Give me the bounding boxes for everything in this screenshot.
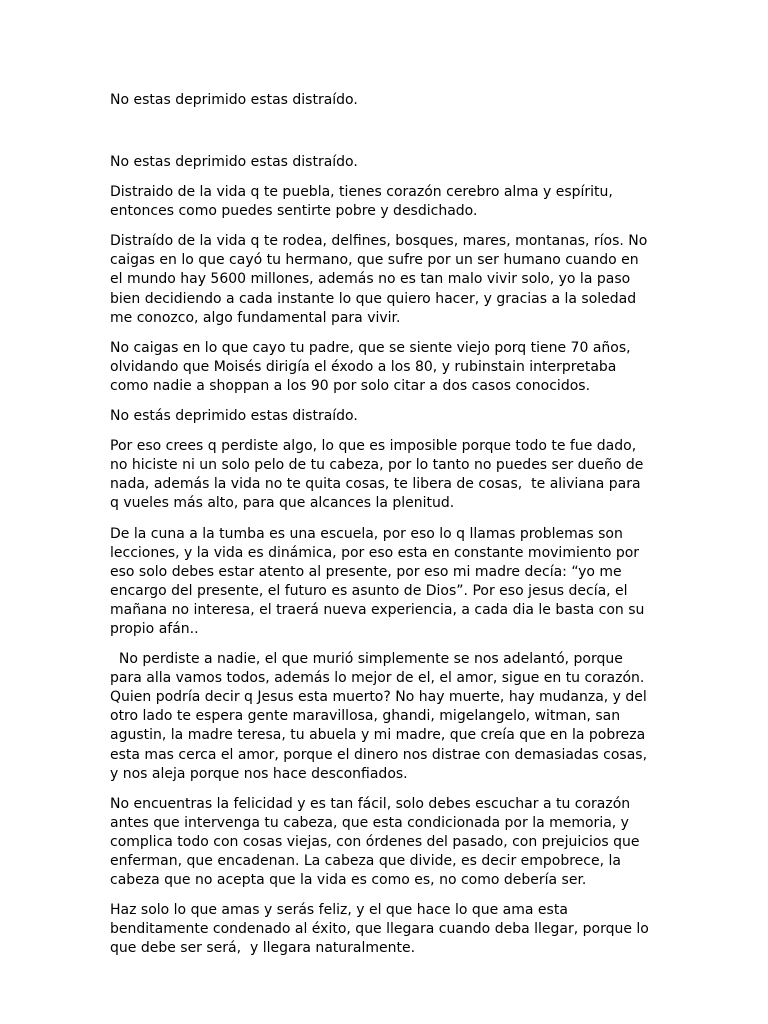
text-line: como nadie a shoppan a los 90 por solo citar a dos casos conocidos. (110, 377, 591, 394)
text-line: No estás deprimido estas distraído. (110, 408, 358, 425)
text-line: No perdiste a nadie, el que murió simplemente se nos adelantó, porque (110, 651, 623, 668)
text-line: De la cuna a la tumba es una escuela, por eso lo q llamas problemas son (110, 525, 623, 542)
text-line: agustin, la madre teresa, tu abuela y mi madre, que creía que en la pobreza (110, 727, 646, 744)
text-line: No estas deprimido estas distraído. (110, 154, 358, 170)
paragraph (110, 407, 660, 426)
text-line: no hiciste ni un solo pelo de tu cabeza, por lo tanto no puedes ser dueño de (110, 457, 644, 474)
paragraph (110, 437, 660, 513)
text-line: que debe ser será, y llegara naturalmente. (110, 940, 416, 957)
text-line: me conozco, algo fundamental para vivir. (110, 309, 401, 326)
text-line: Quien podría decir q Jesus esta muerto? No hay muerte, hay mudanza, y del (110, 689, 647, 706)
text-line: antes que intervenga tu cabeza, que esta condicionada por la memoria, y (110, 814, 629, 831)
paragraph (110, 232, 660, 327)
document-body (110, 153, 660, 969)
paragraph (110, 525, 660, 640)
text-line: eso solo debes estar atento al presente, por eso mi madre decía: “yo me (110, 563, 622, 580)
text-line: Distraido de la vida q te puebla, tienes corazón cerebro alma y espíritu, (110, 184, 613, 201)
text-line: entonces como puedes sentirte pobre y desdichado. (110, 203, 478, 220)
text-line: y nos aleja porque nos hace desconfiados. (110, 765, 408, 782)
document-title: No estas deprimido estas distraído. (110, 92, 358, 108)
text-line: Por eso crees q perdiste algo, lo que es imposible porque todo te fue dado, (110, 438, 637, 455)
text-line: bien decidiendo a cada instante lo que quiero hacer, y gracias a la soledad (110, 290, 637, 307)
text-line: olvidando que Moisés dirigía el éxodo a los 80, y rubinstain interpretaba (110, 358, 617, 375)
text-line: enferman, que encadenan. La cabeza que divide, es decir empobrece, la (110, 853, 621, 869)
text-line: lecciones, y la vida es dinámica, por eso esta en constante movimiento por (110, 544, 640, 561)
text-line: esta mas cerca el amor, porque el dinero nos distrae con demasiadas cosas, (110, 746, 648, 763)
text-line: cabeza que no acepta que la vida es como es, no como debería ser. (110, 872, 587, 889)
text-line: No encuentras la felicidad y es tan fácil, solo debes escuchar a tu corazón (110, 795, 631, 812)
text-line: Haz solo lo que amas y serás feliz, y el que hace lo que ama esta (110, 902, 568, 919)
text-line: caigas en lo que cayó tu hermano, que sufre por un ser humano cuando en (110, 252, 639, 269)
paragraph (110, 183, 660, 221)
text-line: para alla vamos todos, además lo mejor de el, el amor, sigue en tu corazón. (110, 670, 645, 687)
paragraph (110, 795, 660, 890)
paragraph (110, 901, 660, 958)
text-line: No caigas en lo que cayo tu padre, que se siente viejo porq tiene 70 años, (110, 339, 631, 356)
text-line: mañana no interesa, el traerá nueva experiencia, a cada dia le basta con su (110, 601, 645, 618)
text-line: encargo del presente, el futuro es asunto de Dios”. Por eso jesus decía, el (110, 582, 628, 599)
text-line: benditamente condenado al éxito, que llegara cuando deba llegar, porque lo (110, 921, 649, 938)
text-line: complica todo con cosas viejas, con órdenes del pasado, con prejuicios que (110, 833, 640, 850)
text-line: q vueles más alto, para que alcances la plenitud. (110, 495, 455, 512)
text-line: propio afán.. (110, 620, 199, 637)
paragraph (110, 650, 660, 784)
text-line: nada, además la vida no te quita cosas, te libera de cosas, te aliviana para (110, 476, 641, 493)
text-line: el mundo hay 5600 millones, además no es tan malo vivir solo, yo la paso (110, 271, 631, 288)
text-line: Distraído de la vida q te rodea, delfines, bosques, mares, montanas, ríos. No (110, 233, 648, 250)
paragraph (110, 339, 660, 396)
text-line: otro lado te espera gente maravillosa, ghandi, migelangelo, witman, san (110, 708, 621, 725)
paragraph (110, 153, 660, 172)
